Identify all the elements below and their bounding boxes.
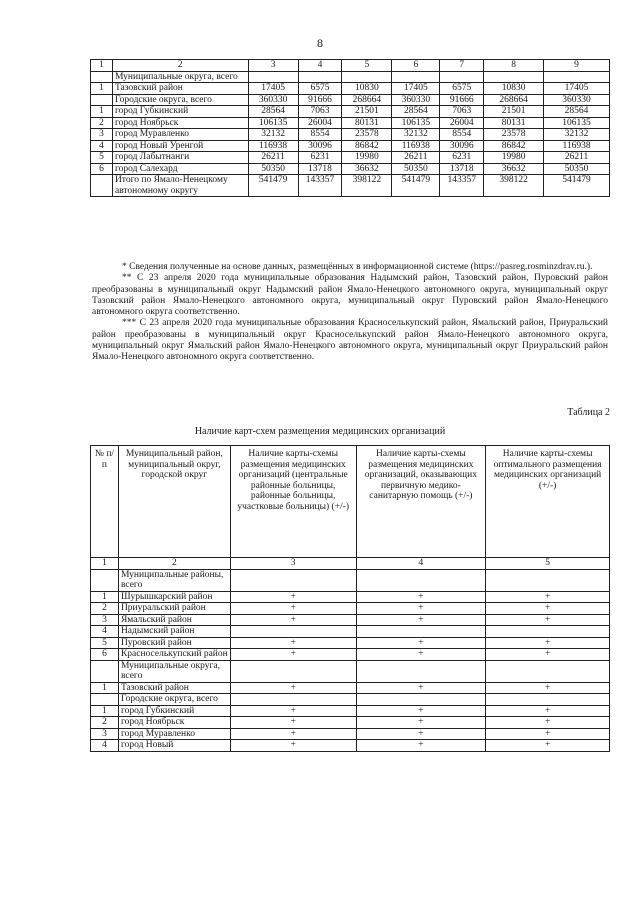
row-number: 6 [91,649,119,661]
mark-cell: + [356,649,486,661]
value-cell: 26211 [248,152,298,164]
maps-table [90,445,610,752]
header-cell: 1 [91,60,113,72]
page-number: 8 [317,36,323,50]
row-number: 4 [91,140,113,152]
value-cell [392,71,440,83]
value-cell: 91666 [440,94,484,106]
value-cell: 6231 [440,152,484,164]
district-name: город Салехард [112,163,248,175]
district-name: Городские округа, всего [112,94,248,106]
mark-cell: + [230,649,356,661]
value-cell: 28564 [544,106,610,118]
district-name: город Муравленко [118,728,230,740]
value-cell: 143357 [298,175,342,197]
district-name: Муниципальные районы, всего [118,569,230,591]
footnote-3: *** С 23 апреля 2020 года муниципальные образования Красноселькупский район, Ямальский район, Приуральский район преобразованы в муниципальный округ Красноселькупский район Ямало-Ненецкого автономного округа, муниципальный округ Ямальский район Ямало-Ненецкого автономного округа, муниципальный округ Приуральский район Ямало-Ненецкого автономного округа соответственно. [92,318,608,363]
table2-number-row [91,558,610,570]
row-number: 5 [91,637,119,649]
mark-cell [356,626,486,638]
mark-cell: + [356,728,486,740]
value-cell: 80131 [342,117,392,129]
district-name: Муниципальные округа, всего [112,71,248,83]
table-row [91,682,610,694]
mark-cell [356,694,486,706]
mark-cell: + [230,717,356,729]
district-name: Городские округа, всего [118,694,230,706]
value-cell: 80131 [484,117,544,129]
value-cell: 116938 [248,140,298,152]
value-cell: 50350 [392,163,440,175]
value-cell: 541479 [392,175,440,197]
value-cell: 106135 [248,117,298,129]
mark-cell: + [230,614,356,626]
value-cell: 17405 [392,83,440,95]
value-cell: 17405 [544,83,610,95]
value-cell: 106135 [544,117,610,129]
row-number: 6 [91,163,113,175]
row-number [91,694,119,706]
table-row [91,83,610,95]
mark-cell: + [356,705,486,717]
row-number: 1 [91,591,119,603]
header-cell: 6 [392,60,440,72]
mark-cell: + [230,705,356,717]
value-cell: 268664 [484,94,544,106]
table-row [91,140,610,152]
table-row [91,649,610,661]
value-cell: 28564 [392,106,440,118]
value-cell [484,71,544,83]
mark-cell: + [356,717,486,729]
value-cell: 26211 [392,152,440,164]
table-row [91,152,610,164]
value-cell: 8554 [440,129,484,141]
mark-cell: + [486,637,610,649]
header-cell: 2 [112,60,248,72]
table-caption: Наличие карт-схем размещения медицинских организаций [194,426,446,437]
district-name: город Губкинский [118,705,230,717]
value-cell: 17405 [248,83,298,95]
row-number [91,660,119,682]
mark-cell: + [486,705,610,717]
mark-cell: + [486,728,610,740]
value-cell: 6231 [298,152,342,164]
row-number: 3 [91,728,119,740]
value-cell: 10830 [342,83,392,95]
table-row [91,106,610,118]
header-cell: 8 [484,60,544,72]
header-cell: Наличие карты-схемы оптимального размещения медицинских организаций (+/-) [486,446,610,558]
mark-cell [356,660,486,682]
value-cell: 19980 [484,152,544,164]
row-number [91,175,113,197]
row-number: 2 [91,717,119,729]
value-cell: 21501 [484,106,544,118]
district-name: город Лабытнанги [112,152,248,164]
table-row [91,603,610,615]
value-cell [440,71,484,83]
district-name: Тазовский район [112,83,248,95]
mark-cell [230,569,356,591]
value-cell: 13718 [440,163,484,175]
row-number: 5 [91,152,113,164]
value-cell: 398122 [342,175,392,197]
mark-cell [356,569,486,591]
population-table [90,59,610,197]
value-cell: 36632 [484,163,544,175]
value-cell: 19980 [342,152,392,164]
table-row [91,637,610,649]
value-cell: 50350 [544,163,610,175]
mark-cell: + [230,728,356,740]
row-number: 1 [91,106,113,118]
mark-cell: + [486,717,610,729]
value-cell: 106135 [392,117,440,129]
table-label: Таблица 2 [567,407,610,418]
table-row [91,626,610,638]
district-name: Итого по Ямало-Ненецкому автономному округу [112,175,248,197]
mark-cell [486,569,610,591]
value-cell: 6575 [298,83,342,95]
header-cell: 9 [544,60,610,72]
district-name: город Ноябрьск [118,717,230,729]
district-name: Пуровский район [118,637,230,649]
row-number: 4 [91,740,119,752]
value-cell: 116938 [392,140,440,152]
table-row [91,717,610,729]
row-number: 3 [91,614,119,626]
value-cell: 28564 [248,106,298,118]
header-cell: Наличие карты-схемы размещения медицинских организаций (центральные районные больницы, районные больницы, участковые больницы) (+/-) [230,446,356,558]
header-cell: Муниципальный район, муниципальный округ, городской округ [118,446,230,558]
table-row [91,660,610,682]
mark-cell: + [230,682,356,694]
mark-cell [230,660,356,682]
value-cell: 86842 [342,140,392,152]
table-row [91,705,610,717]
mark-cell [486,694,610,706]
district-name: Надымский район [118,626,230,638]
row-number [91,71,113,83]
value-cell: 36632 [342,163,392,175]
value-cell: 541479 [248,175,298,197]
value-cell: 268664 [342,94,392,106]
header-cell: Наличие карты-схемы размещения медицинских организаций, оказывающих первичную медико-санитарную помощь (+/-) [356,446,486,558]
value-cell: 32132 [248,129,298,141]
mark-cell: + [356,682,486,694]
value-cell: 26004 [440,117,484,129]
header-cell: 3 [230,558,356,570]
footnote-2: ** С 23 апреля 2020 года муниципальные образования Надымский район, Тазовский район, Пуровский район преобразованы в муниципальный округ Надымский район Ямало-Ненецкого автономного округа, муниципальный округ Тазовский район Ямало-Ненецкого автономного округа, муниципальный округ Пуровский район Ямало-Ненецкого автономного округа соответственно. [92,273,608,318]
header-cell: № п/п [91,446,119,558]
value-cell: 10830 [484,83,544,95]
row-number: 4 [91,626,119,638]
mark-cell: + [486,614,610,626]
mark-cell [486,660,610,682]
value-cell: 32132 [544,129,610,141]
table-row [91,614,610,626]
row-number [91,569,119,591]
table-row [91,694,610,706]
table2-header-row [91,446,610,558]
value-cell: 116938 [544,140,610,152]
value-cell: 398122 [484,175,544,197]
header-cell: 3 [248,60,298,72]
mark-cell: + [356,603,486,615]
value-cell: 23578 [342,129,392,141]
mark-cell: + [230,591,356,603]
table-row [91,728,610,740]
mark-cell: + [356,614,486,626]
value-cell: 30096 [440,140,484,152]
value-cell: 541479 [544,175,610,197]
value-cell: 7063 [440,106,484,118]
value-cell: 26004 [298,117,342,129]
value-cell [248,71,298,83]
mark-cell: + [486,603,610,615]
mark-cell [230,694,356,706]
district-name: город Муравленко [112,129,248,141]
mark-cell [230,626,356,638]
value-cell: 360330 [544,94,610,106]
mark-cell: + [230,740,356,752]
header-cell: 2 [118,558,230,570]
value-cell: 6575 [440,83,484,95]
header-cell: 4 [356,558,486,570]
mark-cell: + [486,649,610,661]
footnotes [92,262,608,364]
district-name: Приуральский район [118,603,230,615]
table-row [91,740,610,752]
table-row [91,569,610,591]
value-cell: 143357 [440,175,484,197]
district-name: Ямальский район [118,614,230,626]
table-row [91,94,610,106]
row-number: 2 [91,117,113,129]
value-cell: 32132 [392,129,440,141]
value-cell: 23578 [484,129,544,141]
mark-cell: + [356,740,486,752]
table-row [91,71,610,83]
row-number: 2 [91,603,119,615]
header-cell: 5 [342,60,392,72]
table-row [91,117,610,129]
row-number: 1 [91,682,119,694]
value-cell: 91666 [298,94,342,106]
value-cell: 50350 [248,163,298,175]
row-number: 1 [91,705,119,717]
district-name: Красноселькупский район [118,649,230,661]
mark-cell: + [486,591,610,603]
value-cell: 13718 [298,163,342,175]
value-cell: 30096 [298,140,342,152]
value-cell: 26211 [544,152,610,164]
value-cell: 360330 [248,94,298,106]
value-cell: 21501 [342,106,392,118]
value-cell [544,71,610,83]
district-name: Муниципальные округа, всего [118,660,230,682]
table-row-total [91,175,610,197]
header-cell: 4 [298,60,342,72]
table-row [91,129,610,141]
value-cell: 8554 [298,129,342,141]
value-cell: 360330 [392,94,440,106]
value-cell: 86842 [484,140,544,152]
table1-header-row [91,60,610,72]
header-cell: 5 [486,558,610,570]
district-name: город Новый Уренгой [112,140,248,152]
mark-cell [486,626,610,638]
value-cell [342,71,392,83]
mark-cell: + [356,637,486,649]
mark-cell: + [230,637,356,649]
row-number [91,94,113,106]
row-number: 1 [91,83,113,95]
district-name: город Ноябрьск [112,117,248,129]
footnote-1: * Сведения полученные на основе данных, размещённых в информационной системе (https://pasreg.rosminzdrav.ru.). [122,262,593,272]
mark-cell: + [486,740,610,752]
mark-cell: + [356,591,486,603]
value-cell [298,71,342,83]
mark-cell: + [230,603,356,615]
value-cell: 7063 [298,106,342,118]
row-number: 3 [91,129,113,141]
mark-cell: + [486,682,610,694]
district-name: Шурышкарский район [118,591,230,603]
table-row [91,591,610,603]
district-name: город Новый [118,740,230,752]
header-cell: 1 [91,558,119,570]
header-cell: 7 [440,60,484,72]
district-name: город Губкинский [112,106,248,118]
district-name: Тазовский район [118,682,230,694]
table-row [91,163,610,175]
